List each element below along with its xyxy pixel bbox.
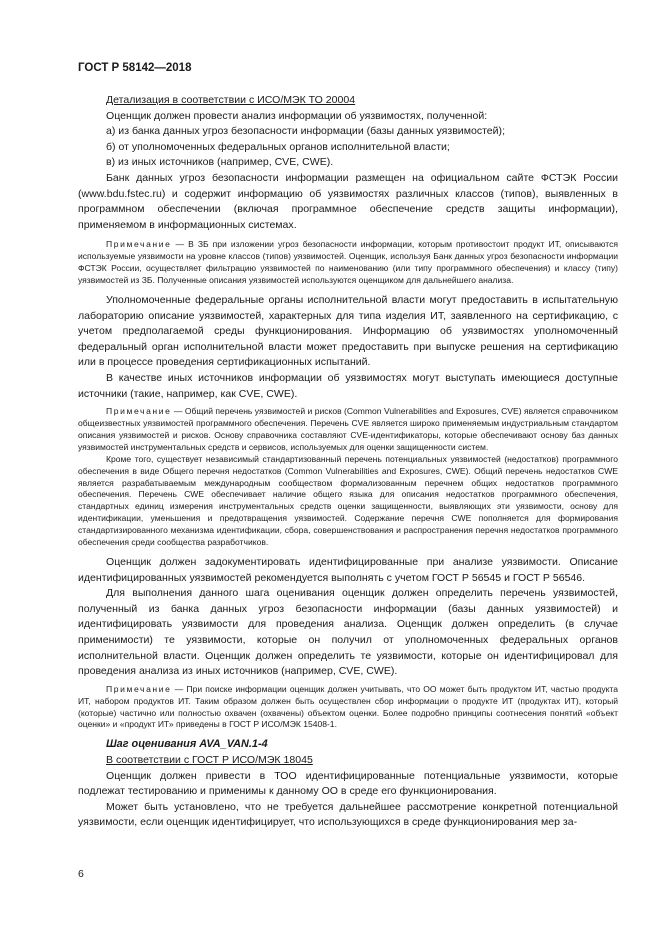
step-subheading: В соответствии с ГОСТ Р ИСО/МЭК 18045 — [106, 753, 313, 766]
paragraph: Оценщик должен провести анализ информации об уязвимостях, полученной: — [106, 109, 488, 122]
note — [78, 406, 618, 454]
paragraph: Банк данных угроз безопасности информации размещен на официальном сайте ФСТЭК России (www.bdu.fstec.ru) и содержит информацию об уязвимостях различных классов (типов), выявленных в программном обеспечении (включая программное обеспечение средств защиты информации), применяемом в информационных системах. — [78, 171, 618, 231]
list-item: в) из иных источников (например, CVE, CWE). — [106, 156, 334, 169]
section-heading: Детализация в соответствии с ИСО/МЭК ТО 20004 — [106, 94, 356, 106]
step-title: Шаг оценивания AVA_VAN.1-4 — [106, 738, 268, 751]
note-continuation: Кроме того, существует независимый стандартизованный перечень потенциальных уязвимостей (недостатков) программного обеспечения в виде Общего перечня недостатков (Common Vulnerabilities and Exposures, CWE). Общий перечень недостатков CWE является разрабатываемым международным сообществом формализованным перечнем общих недостатков программного обеспечения. Перечень CWE обеспечивает наличие общего языка для описания недостатков программного обеспечения, стандартных единиц измерения инструментальных средств оценки защищенности, выявляющих эти уязвимости, основу для идентификации, уменьшения и предотвращения уязвимостей. Содержание перечня CWE пополняется для формирования стандартизированного механизма идентификации, сбора, совершенствования и распространения перечня недостатков программного обеспечения среди сообщества разработчиков. — [78, 453, 618, 548]
page-number: 6 — [78, 868, 84, 880]
note-text: — В ЗБ при изложении угроз безопасности информации, которым противостоит продукт ИТ, описываются используемые уязвимости на уровне классов (типов) уязвимостей. Оценщик, используя Банк данных угроз безопасности информации ФСТЭК России, осуществляет фильтрацию уязвимостей по наименованию (или типу программного обеспечения) и классу (типу) уязвимостей из ЗБ. Полученные описания уязвимостей используются оценщиком для дальнейшего анализа. — [78, 239, 618, 286]
paragraph: Может быть установлено, что не требуется дальнейшее рассмотрение конкретной потенциальной уязвимости, если оценщик идентифицирует, что использующихся в среде функционирования мер за- — [78, 800, 618, 829]
paragraph: Для выполнения данного шага оценивания оценщик должен определить перечень уязвимостей, полученный из банка данных угроз безопасности информации (базы данных уязвимостей) и идентифицировать уязвимости для проведения анализа. Оценщик должен определить (в случае применимости) те уязвимости, которые он получил от уполномоченных федеральных органов исполнительной власти. Оценщик должен определить те уязвимости, которые он идентифицировал для проведения анализа из иных источников (например, CVE, CWE). — [78, 587, 618, 678]
note — [78, 239, 618, 287]
note-text: — При поиске информации оценщик должен учитывать, что ОО может быть продуктом ИТ, частью продукта ИТ, набором продуктов ИТ. Таким образом должен быть осуществлен сбор информации о продукте ИТ (продуктах ИТ), который (которые) частично или полностью охвачен (охвачены) объектом оценки. Более подробно принципы соотнесения понятий «объект оценки» и «продукт ИТ» приведены в ГОСТ Р ИСО/МЭК 15408-1. — [78, 683, 618, 730]
note-label: Примечание — [106, 239, 172, 250]
document-header-standard: ГОСТ Р 58142—2018 — [78, 62, 192, 74]
page-body — [78, 93, 618, 831]
list-item: б) от уполномоченных федеральных органов исполнительной власти; — [106, 140, 450, 153]
paragraph: Оценщик должен привести в ТОО идентифицированные потенциальные уязвимости, которые подлежат тестированию и применимы к данному ОО в среде его функционирования. — [78, 769, 618, 798]
note-text: — Общий перечень уязвимостей и рисков (Common Vulnerabilities and Exposures, CVE) является справочником общеизвестных уязвимостей программного обеспечения. Перечень CVE является широко применяемым индустриальным стандартом описания уязвимостей и рисков. Основу справочника составляют CVE-идентификаторы, которые обеспечивают основу баз данных уязвимостей инструментальных средств и сервисов, используемых для оценки защищенности систем. — [78, 406, 618, 452]
paragraph: В качестве иных источников информации об уязвимостях могут выступать имеющиеся доступные источники (такие, например, как CVE, CWE). — [78, 371, 618, 400]
paragraph: Уполномоченные федеральные органы исполнительной власти могут предоставить в испытательную лабораторию описание уязвимостей, характерных для типа изделия ИТ, заявленного на сертификацию, с учетом предполагаемой среды функционирования. Информацию об уязвимостях уполномоченный федеральный орган исполнительной власти может предоставить при выпуске решения на сертификацию или в процессе проведения сертификационных испытаний. — [78, 293, 618, 369]
paragraph: Оценщик должен задокументировать идентифицированные при анализе уязвимости. Описание идентифицированных уязвимостей рекомендуется выполнять с учетом ГОСТ Р 56545 и ГОСТ Р 56546. — [78, 556, 618, 584]
list-item: а) из банка данных угроз безопасности информации (базы данных уязвимостей); — [106, 125, 506, 138]
note — [78, 684, 618, 732]
note-label: Примечание — [106, 683, 172, 694]
note-label: Примечание — [106, 406, 172, 417]
